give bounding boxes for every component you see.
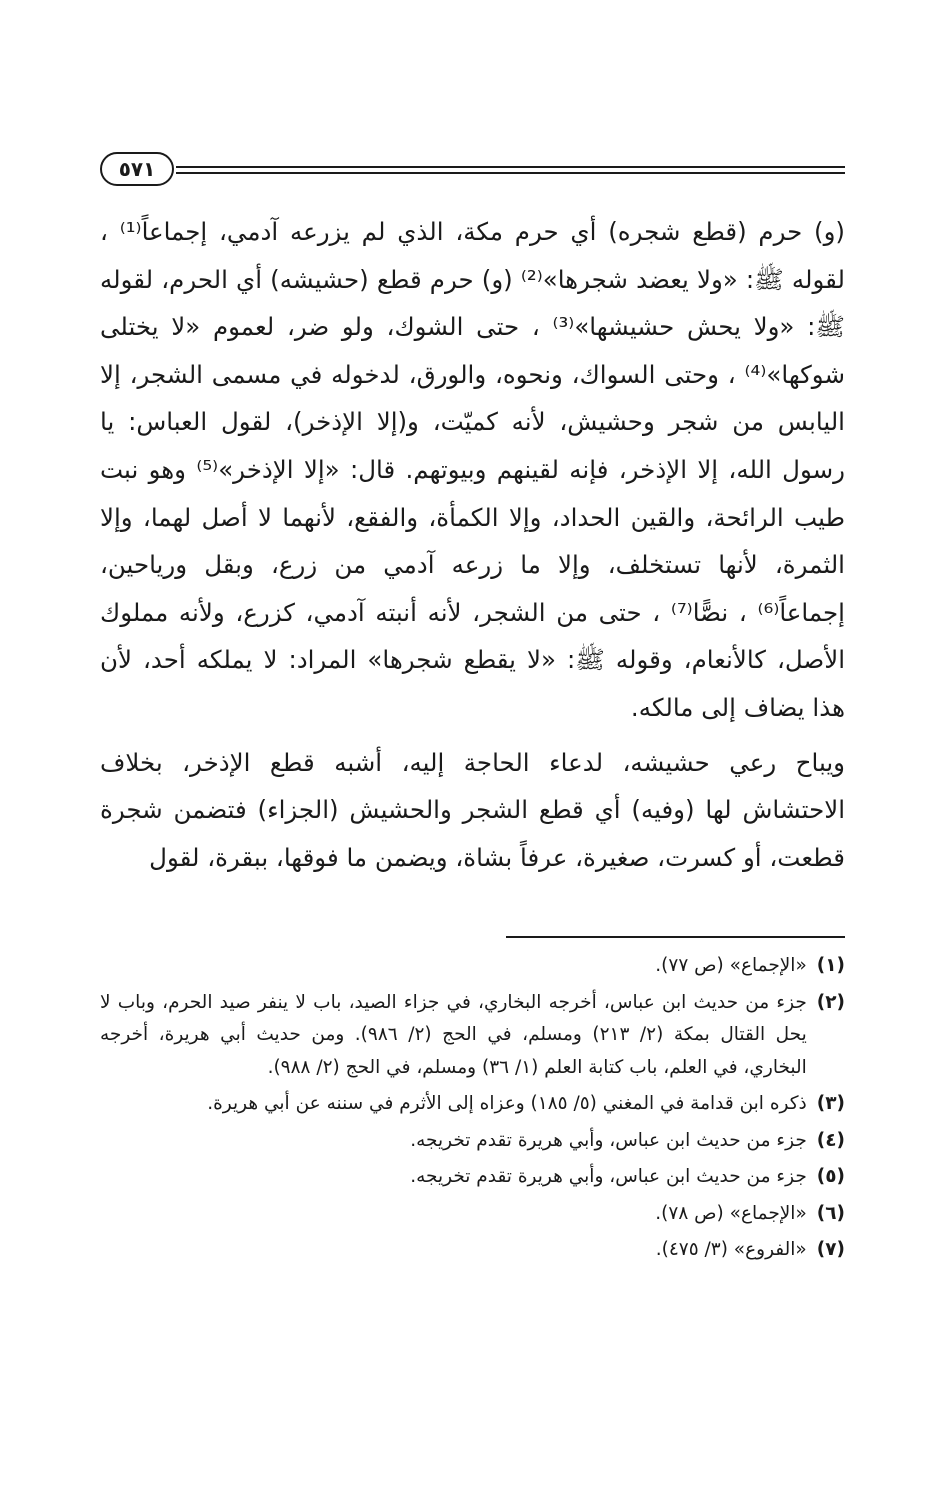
footnote bbox=[100, 1088, 845, 1121]
main-paragraph: ويباح رعي حشيشه، لدعاء الحاجة إليه، أشبه قطع الإذخر، بخلاف الاحتشاش لها (وفيه) أي قطع الشجر والحشيش (الجزاء) فتضمن شجرة قطعت، أو كسرت، صغيرة، عرفاً بشاة، ويضمن ما فوقها، ببقرة، لقول bbox=[100, 747, 845, 872]
footnote-text: جزء من حديث ابن عباس، وأبي هريرة تقدم تخريجه. bbox=[410, 1166, 807, 1187]
main-text bbox=[100, 208, 845, 881]
footnote-number: (١) bbox=[816, 955, 845, 976]
main-paragraph: (و) حرم (قطع شجره) أي حرم مكة، الذي لم يزرعه آدمي، إجماعاً⁽¹⁾ ، لقوله ﷺ: «ولا يعضد شجرها»⁽²⁾ (و) حرم قطع (حشيشه) أي الحرم، لقوله ﷺ: «ولا يحش حشيشها»⁽³⁾ ، حتى الشوك، ولو ضر، لعموم «لا يختلى شوكها»⁽⁴⁾ ، وحتى السواك، ونحوه، والورق، لدخوله في مسمى الشجر، إلا اليابس من شجر وحشيش، لأنه كميّت، و(إلا الإذخر)، لقول العباس: يا رسول الله، إلا الإذخر، فإنه لقينهم وبيوتهم. قال: «إلا الإذخر»⁽⁵⁾ وهو نبت طيب الرائحة، والقين الحداد، وإلا الكمأة، والفقع، لأنهما لا أصل لهما، وإلا الثمرة، لأنها تستخلف، وإلا ما زرعه آدمي من زرع، وبقل ورياحين، إجماعاً⁽⁶⁾ ، نصًّا⁽⁷⁾ ، حتى من الشجر، لأنه أنبته آدمي، كزرع، ولأنه مملوك الأصل، كالأنعام، وقوله ﷺ: «لا يقطع شجرها» المراد: لا يملكه أحد، لأن هذا يضاف إلى مالكه. bbox=[100, 217, 845, 722]
footnote-text: «الإجماع» (ص ٧٧). bbox=[655, 955, 807, 976]
footnote-number: (٢) bbox=[816, 991, 845, 1013]
footnote-number: (٦) bbox=[816, 1202, 845, 1224]
footnote-separator bbox=[506, 936, 845, 938]
page-header bbox=[100, 150, 845, 190]
footnote-number: (٥) bbox=[816, 1166, 845, 1187]
header-rule bbox=[176, 172, 845, 174]
header-rule bbox=[176, 166, 845, 168]
footnote-number: (٣) bbox=[816, 1093, 845, 1114]
footnote-text: «الفروع» (٣/ ٤٧٥). bbox=[655, 1239, 807, 1260]
footnote-text: «الإجماع» (ص ٧٨). bbox=[655, 1202, 807, 1224]
footnote bbox=[100, 1125, 845, 1158]
footnotes bbox=[100, 950, 845, 1271]
footnote bbox=[100, 950, 845, 983]
footnote bbox=[100, 1234, 845, 1267]
footnote-number: (٧) bbox=[816, 1239, 845, 1260]
footnote-text: ذكره ابن قدامة في المغني (٥/ ١٨٥) وعزاه إلى الأثرم في سننه عن أبي هريرة. bbox=[207, 1093, 807, 1114]
footnote bbox=[100, 987, 845, 1085]
footnote-text: جزء من حديث ابن عباس، وأبي هريرة تقدم تخريجه. bbox=[410, 1129, 807, 1151]
footnote-number: (٤) bbox=[816, 1129, 845, 1151]
page-number: ٥٧١ bbox=[100, 152, 174, 186]
footnote bbox=[100, 1161, 845, 1194]
footnote bbox=[100, 1198, 845, 1231]
footnote-text: جزء من حديث ابن عباس، أخرجه البخاري، في جزاء الصيد، باب لا ينفر صيد الحرم، وباب لا يحل القتال بمكة (٢/ ٢١٣) ومسلم، في الحج (٢/ ٩٨٦). ومن حديث أبي هريرة، أخرجه البخاري، في العلم، باب كتابة العلم (١/ ٣٦) ومسلم، في الحج (٢/ ٩٨٨). bbox=[100, 991, 807, 1078]
